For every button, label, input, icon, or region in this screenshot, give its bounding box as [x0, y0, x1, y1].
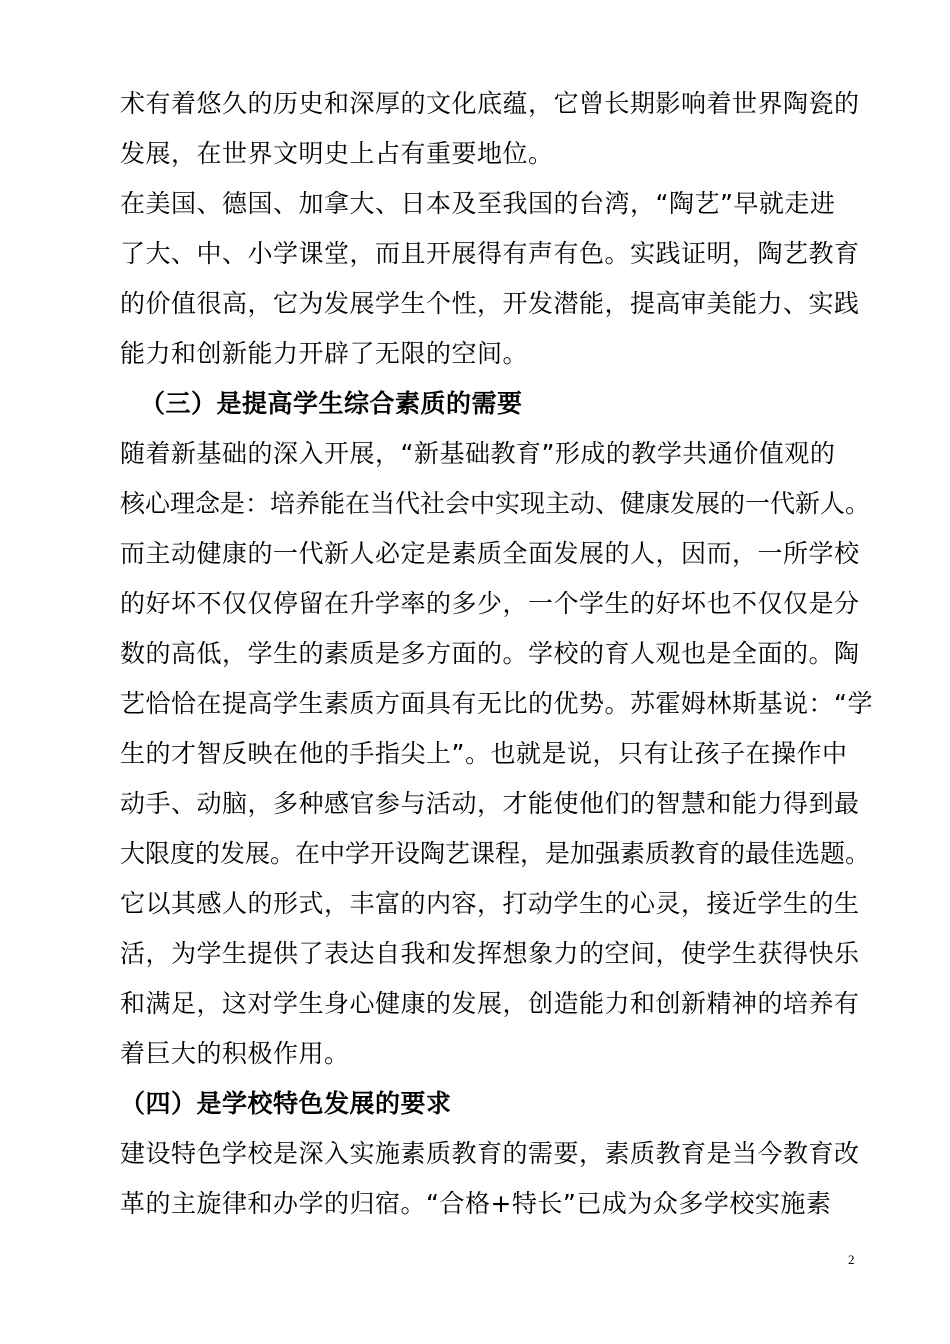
body-text-line: 了大、中、小学课堂，而且开展得有声有色。实践证明，陶艺教育 [120, 239, 860, 268]
body-text-line: 艺恰恰在提高学生素质方面具有无比的优势。苏霍姆林斯基说：“学 [120, 689, 873, 718]
body-text-line: 建设特色学校是深入实施素质教育的需要，素质教育是当今教育改 [120, 1139, 860, 1168]
body-text-line: 核心理念是：培养能在当代社会中实现主动、健康发展的一代新人。 [120, 489, 871, 518]
body-text-line: 术有着悠久的历史和深厚的文化底蕴，它曾长期影响着世界陶瓷的 [120, 89, 860, 118]
body-text-line: 数的高低，学生的素质是多方面的。学校的育人观也是全面的。陶 [120, 639, 860, 668]
body-text-line: 着巨大的积极作用。 [120, 1039, 350, 1068]
body-text-line: 动手、动脑，多种感官参与活动，才能使他们的智慧和能力得到最 [120, 789, 860, 818]
section-heading: （三）是提高学生综合素质的需要 [140, 389, 523, 418]
body-text-line: 它以其感人的形式，丰富的内容，打动学生的心灵，接近学生的生 [120, 889, 860, 918]
body-text-line: 发展，在世界文明史上占有重要地位。 [120, 139, 554, 168]
body-text-line: 的价值很高，它为发展学生个性，开发潜能，提高审美能力、实践 [120, 289, 860, 318]
body-text-line: 大限度的发展。在中学开设陶艺课程，是加强素质教育的最佳选题。 [120, 839, 871, 868]
section-heading: （四）是学校特色发展的要求 [120, 1089, 452, 1118]
body-text-line: 革的主旋律和办学的归宿。“合格+特长”已成为众多学校实施素 [120, 1189, 832, 1218]
body-text-line: 生的才智反映在他的手指尖上”。也就是说，只有让孩子在操作中 [120, 739, 848, 768]
body-text-line: 随着新基础的深入开展，“新基础教育”形成的教学共通价值观的 [120, 439, 836, 468]
body-text-line: 的好坏不仅仅停留在升学率的多少，一个学生的好坏也不仅仅是分 [120, 589, 860, 618]
body-text-line: 活，为学生提供了表达自我和发挥想象力的空间，使学生获得快乐 [120, 939, 860, 968]
body-text-line: 在美国、德国、加拿大、日本及至我国的台湾，“陶艺”早就走进 [120, 189, 836, 218]
page-number: 2 [848, 1252, 855, 1267]
body-text-line: 和满足，这对学生身心健康的发展，创造能力和创新精神的培养有 [120, 989, 860, 1018]
body-text-line: 能力和创新能力开辟了无限的空间。 [120, 339, 529, 368]
body-text-line: 而主动健康的一代新人必定是素质全面发展的人，因而，一所学校 [120, 539, 860, 568]
